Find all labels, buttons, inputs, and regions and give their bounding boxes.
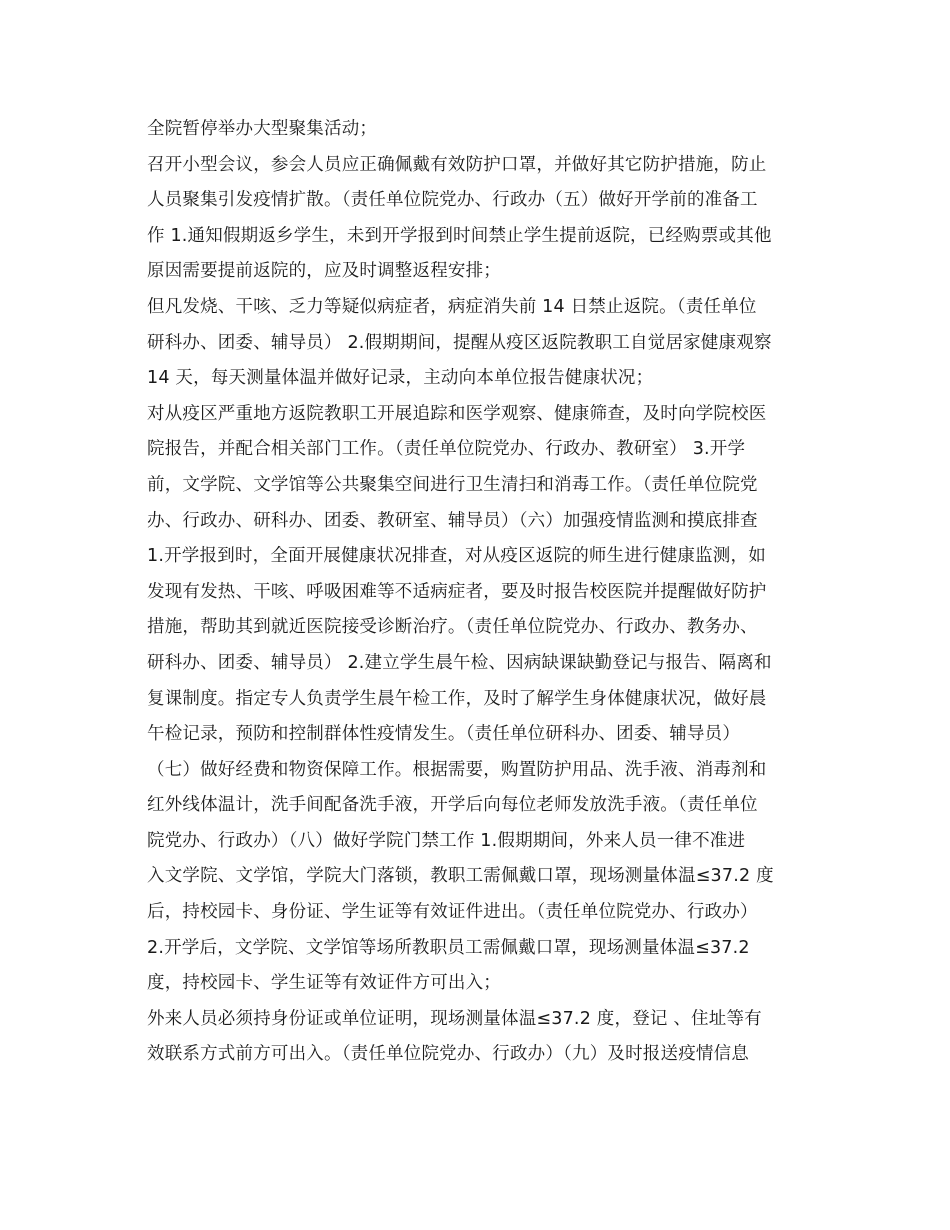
text-line: 后，持校园卡、身份证、学生证等有效证件进出。（责任单位院党办、行政办） bbox=[147, 902, 758, 923]
text-line: 前，文学院、文学馆等公共聚集空间进行卫生清扫和消毒工作。（责任单位院党 bbox=[147, 474, 758, 495]
text-line: 院报告，并配合相关部门工作。（责任单位院党办、行政办、教研室） 3.开学 bbox=[147, 439, 746, 460]
text-line: （七）做好经费和物资保障工作。根据需要，购置防护用品、洗手液、消毒剂和 bbox=[147, 759, 767, 780]
text-line: 入文学院、文学馆，学院大门落锁，教职工需佩戴口罩，现场测量体温≤37.2 度 bbox=[147, 866, 774, 887]
document-body bbox=[147, 112, 807, 1073]
text-line: 全院暂停举办大型聚集活动； bbox=[147, 119, 378, 139]
text-line: 复课制度。指定专人负责学生晨午检工作，及时了解学生身体健康状况，做好晨 bbox=[147, 688, 767, 709]
text-line: 院党办、行政办）（八）做好学院门禁工作 1.假期期间，外来人员一律不准进 bbox=[147, 830, 746, 851]
text-line: 但凡发烧、干咳、乏力等疑似病症者，病症消失前 14 日禁止返院。（责任单位 bbox=[147, 296, 757, 317]
text-line: 2.开学后，文学院、文学馆等场所教职员工需佩戴口罩，现场测量体温≤37.2 bbox=[147, 937, 750, 958]
text-line: 召开小型会议，参会人员应正确佩戴有效防护口罩，并做好其它防护措施，防止 bbox=[147, 154, 767, 175]
text-line: 14 天，每天测量体温并做好记录，主动向本单位报告健康状况； bbox=[147, 368, 654, 389]
text-line: 外来人员必须持身份证或单位证明，现场测量体温≤37.2 度，登记 、住址等有 bbox=[147, 1008, 762, 1029]
text-line: 度，持校园卡、学生证等有效证件方可出入； bbox=[147, 973, 501, 994]
text-line: 1.开学报到时，全面开展健康状况排查，对从疫区返院的师生进行健康监测，如 bbox=[147, 546, 766, 567]
text-line: 办、行政办、研科办、团委、教研室、辅导员）（六）加强疫情监测和摸底排查 bbox=[147, 510, 758, 531]
text-line: 研科办、团委、辅导员） 2.建立学生晨午检、因病缺课缺勤登记与报告、隔离和 bbox=[147, 652, 772, 673]
text-line: 效联系方式前方可出入。（责任单位院党办、行政办）（九）及时报送疫情信息 bbox=[147, 1044, 749, 1065]
text-line: 原因需要提前返院的，应及时调整返程安排； bbox=[147, 261, 501, 282]
text-line: 红外线体温计，洗手间配备洗手液，开学后向每位老师发放洗手液。（责任单位 bbox=[147, 795, 758, 816]
text-line: 人员聚集引发疫情扩散。（责任单位院党办、行政办（五）做好开学前的准备工 bbox=[147, 190, 758, 211]
text-line: 措施，帮助其到就近医院接受诊断治疗。（责任单位院党办、行政办、教务办、 bbox=[147, 617, 758, 638]
text-line: 对从疫区严重地方返院教职工开展追踪和医学观察、健康筛查，及时向学院校医 bbox=[147, 403, 767, 424]
text-line: 发现有发热、干咳、呼吸困难等不适病症者，要及时报告校医院并提醒做好防护 bbox=[147, 581, 767, 602]
text-line: 作 1.通知假期返乡学生，未到开学报到时间禁止学生提前返院，已经购票或其他 bbox=[147, 225, 772, 246]
text-line: 午检记录，预防和控制群体性疫情发生。（责任单位研科办、团委、辅导员） bbox=[147, 724, 741, 745]
text-line: 研科办、团委、辅导员） 2.假期期间，提醒从疫区返院教职工自觉居家健康观察 bbox=[147, 332, 772, 353]
